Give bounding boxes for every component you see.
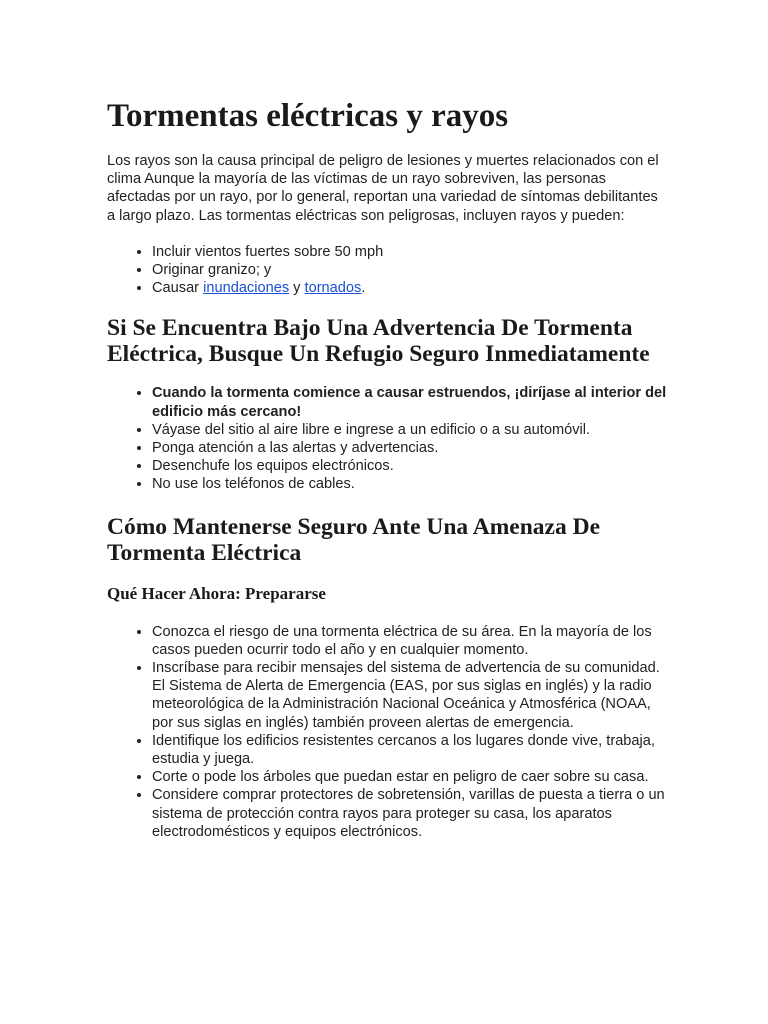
document-page <box>107 96 667 859</box>
list-item-text: Identifique los edificios resistentes cercanos a los lugares donde vive, trabaja, estudia y juega. <box>152 732 655 768</box>
list-item-text: Corte o pode los árboles que puedan estar en peligro de caer sobre su casa. <box>152 769 649 786</box>
list-item <box>152 421 667 439</box>
list-item-text: Conozca el riesgo de una tormenta eléctrica de su área. En la mayoría de los casos pueden ocurrir todo el año y en cualquier momento. <box>152 623 652 658</box>
list-item <box>152 786 667 841</box>
section2-subheading: Qué Hacer Ahora: Prepararse <box>107 583 326 603</box>
tornados-link[interactable]: tornados <box>304 280 362 297</box>
list-item-prefix: Causar <box>152 280 204 297</box>
hazards-list <box>107 243 667 298</box>
list-item-text-bold: Cuando la tormenta comience a causar estruendos, ¡diríjase al interior del edificio más cercano! <box>152 385 667 420</box>
list-item <box>152 457 667 475</box>
list-item-middle: y <box>289 280 305 297</box>
prepare-list <box>107 623 667 841</box>
intro-paragraph: Los rayos son la causa principal de peligro de lesiones y muertes relacionados con el clima Aunque la mayoría de las víctimas de un rayo sobreviven, las personas afectadas por un rayo, por lo general, reportan una variedad de síntomas debilitantes a largo plazo. Las tormentas eléctricas son peligrosas, incluyen rayos y pueden: <box>107 153 659 224</box>
list-item-text: Váyase del sitio al aire libre e ingrese a un edificio o a su automóvil. <box>152 421 591 438</box>
list-item-suffix: . <box>361 280 366 297</box>
list-item <box>152 439 667 457</box>
section2-heading: Cómo Mantenerse Seguro Ante Una Amenaza De Tormenta Eléctrica <box>107 513 601 566</box>
list-item-text: Originar granizo; y <box>152 262 272 279</box>
list-item <box>152 243 667 261</box>
list-item-text: Ponga atención a las alertas y advertencias. <box>152 440 439 457</box>
list-item-text: Considere comprar protectores de sobretensión, varillas de puesta a tierra o un sistema de protección contra rayos para proteger su casa, los aparatos electrodomésticos y equipos electrónicos. <box>152 787 665 840</box>
list-item <box>152 659 667 732</box>
list-item <box>152 732 667 768</box>
page-title: Tormentas eléctricas y rayos <box>107 98 509 134</box>
list-item <box>152 279 667 297</box>
list-item-text: No use los teléfonos de cables. <box>152 476 355 493</box>
list-item <box>152 768 667 786</box>
list-item-text: Incluir vientos fuertes sobre 50 mph <box>152 243 384 260</box>
list-item <box>152 623 667 659</box>
list-item <box>152 384 667 420</box>
section1-heading: Si Se Encuentra Bajo Una Advertencia De Tormenta Eléctrica, Busque Un Refugio Seguro Inmediatamente <box>107 315 650 368</box>
shelter-list <box>107 384 667 493</box>
list-item-text: Desenchufe los equipos electrónicos. <box>152 458 394 475</box>
list-item <box>152 475 667 493</box>
inundaciones-link[interactable]: inundaciones <box>203 280 290 297</box>
list-item-text: Inscríbase para recibir mensajes del sistema de advertencia de su comunidad. El Sistema de Alerta de Emergencia (EAS, por sus siglas en inglés) y la radio meteorológica de la Administración Nacional Oceánica y Atmosférica (NOAA, por sus siglas en inglés) también proveen alertas de emergencia. <box>152 660 660 731</box>
list-item <box>152 261 667 279</box>
